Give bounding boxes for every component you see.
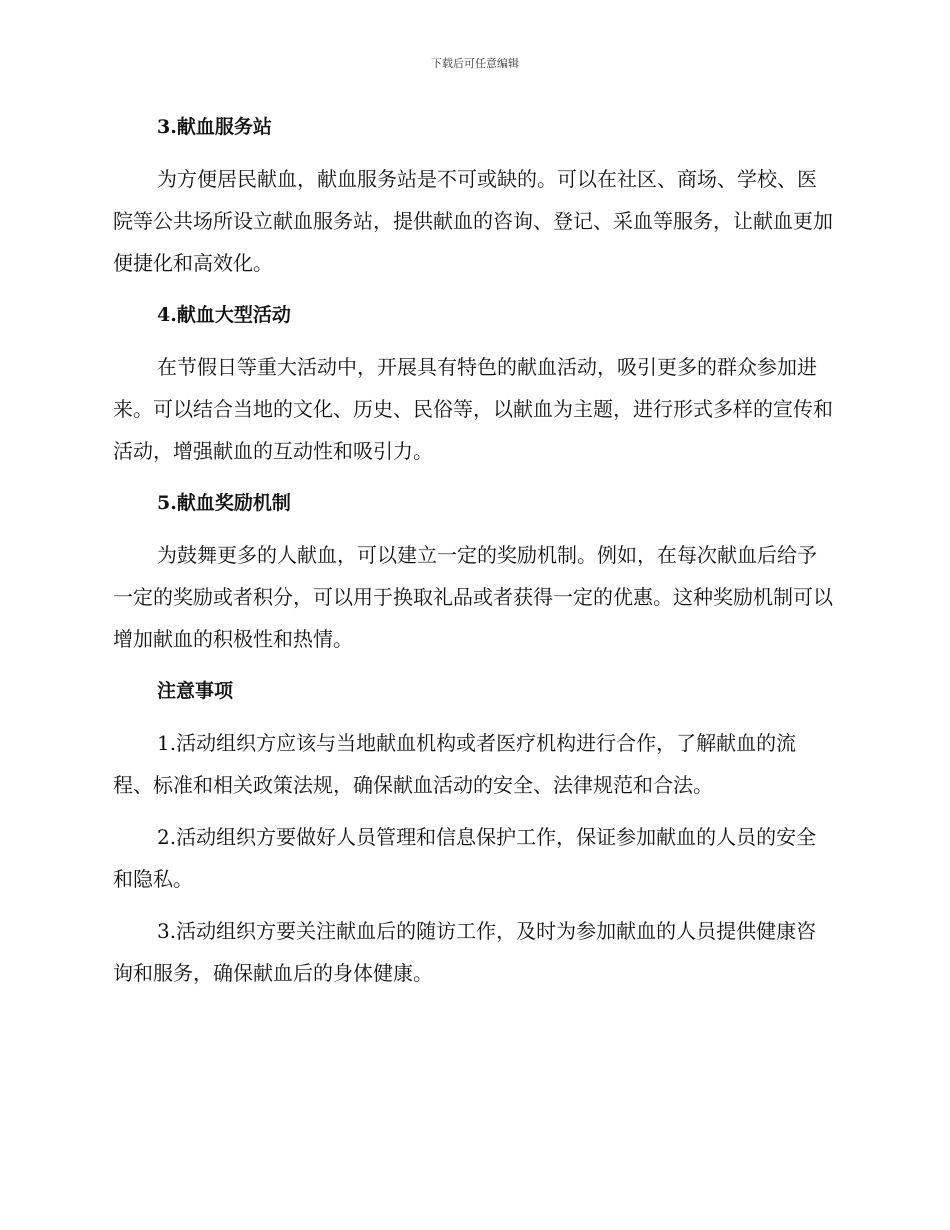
section-heading: 3.献血服务站: [157, 116, 272, 138]
section-heading: 4.献血大型活动: [157, 304, 291, 326]
paragraph: 3.活动组织方要关注献血后的随访工作，及时为参加献血的人员提供健康咨询和服务，确保献血后的身体健康。: [113, 919, 817, 985]
paragraph: 在节假日等重大活动中，开展具有特色的献血活动，吸引更多的群众参加进来。可以结合当地的文化、历史、民俗等，以献血为主题，进行形式多样的宣传和活动，增强献血的互动性和吸引力。: [113, 355, 833, 463]
section-heading: 5.献血奖励机制: [157, 492, 291, 514]
header-note: 下载后可任意编辑: [431, 57, 519, 70]
document-body: [113, 106, 833, 1004]
paragraph: 1.活动组织方应该与当地献血机构或者医疗机构进行合作，了解献血的流程、标准和相关政策法规，确保献血活动的安全、法律规范和合法。: [113, 731, 797, 797]
paragraph: 2.活动组织方要做好人员管理和信息保护工作，保证参加献血的人员的安全和隐私。: [113, 825, 817, 891]
section-heading: 注意事项: [157, 680, 234, 702]
paragraph: 为方便居民献血，献血服务站是不可或缺的。可以在社区、商场、学校、医院等公共场所设立献血服务站，提供献血的咨询、登记、采血等服务，让献血更加便捷化和高效化。: [113, 167, 833, 275]
paragraph: 为鼓舞更多的人献血，可以建立一定的奖励机制。例如，在每次献血后给予一定的奖励或者积分，可以用于换取礼品或者获得一定的优惠。这种奖励机制可以增加献血的积极性和热情。: [113, 543, 833, 651]
